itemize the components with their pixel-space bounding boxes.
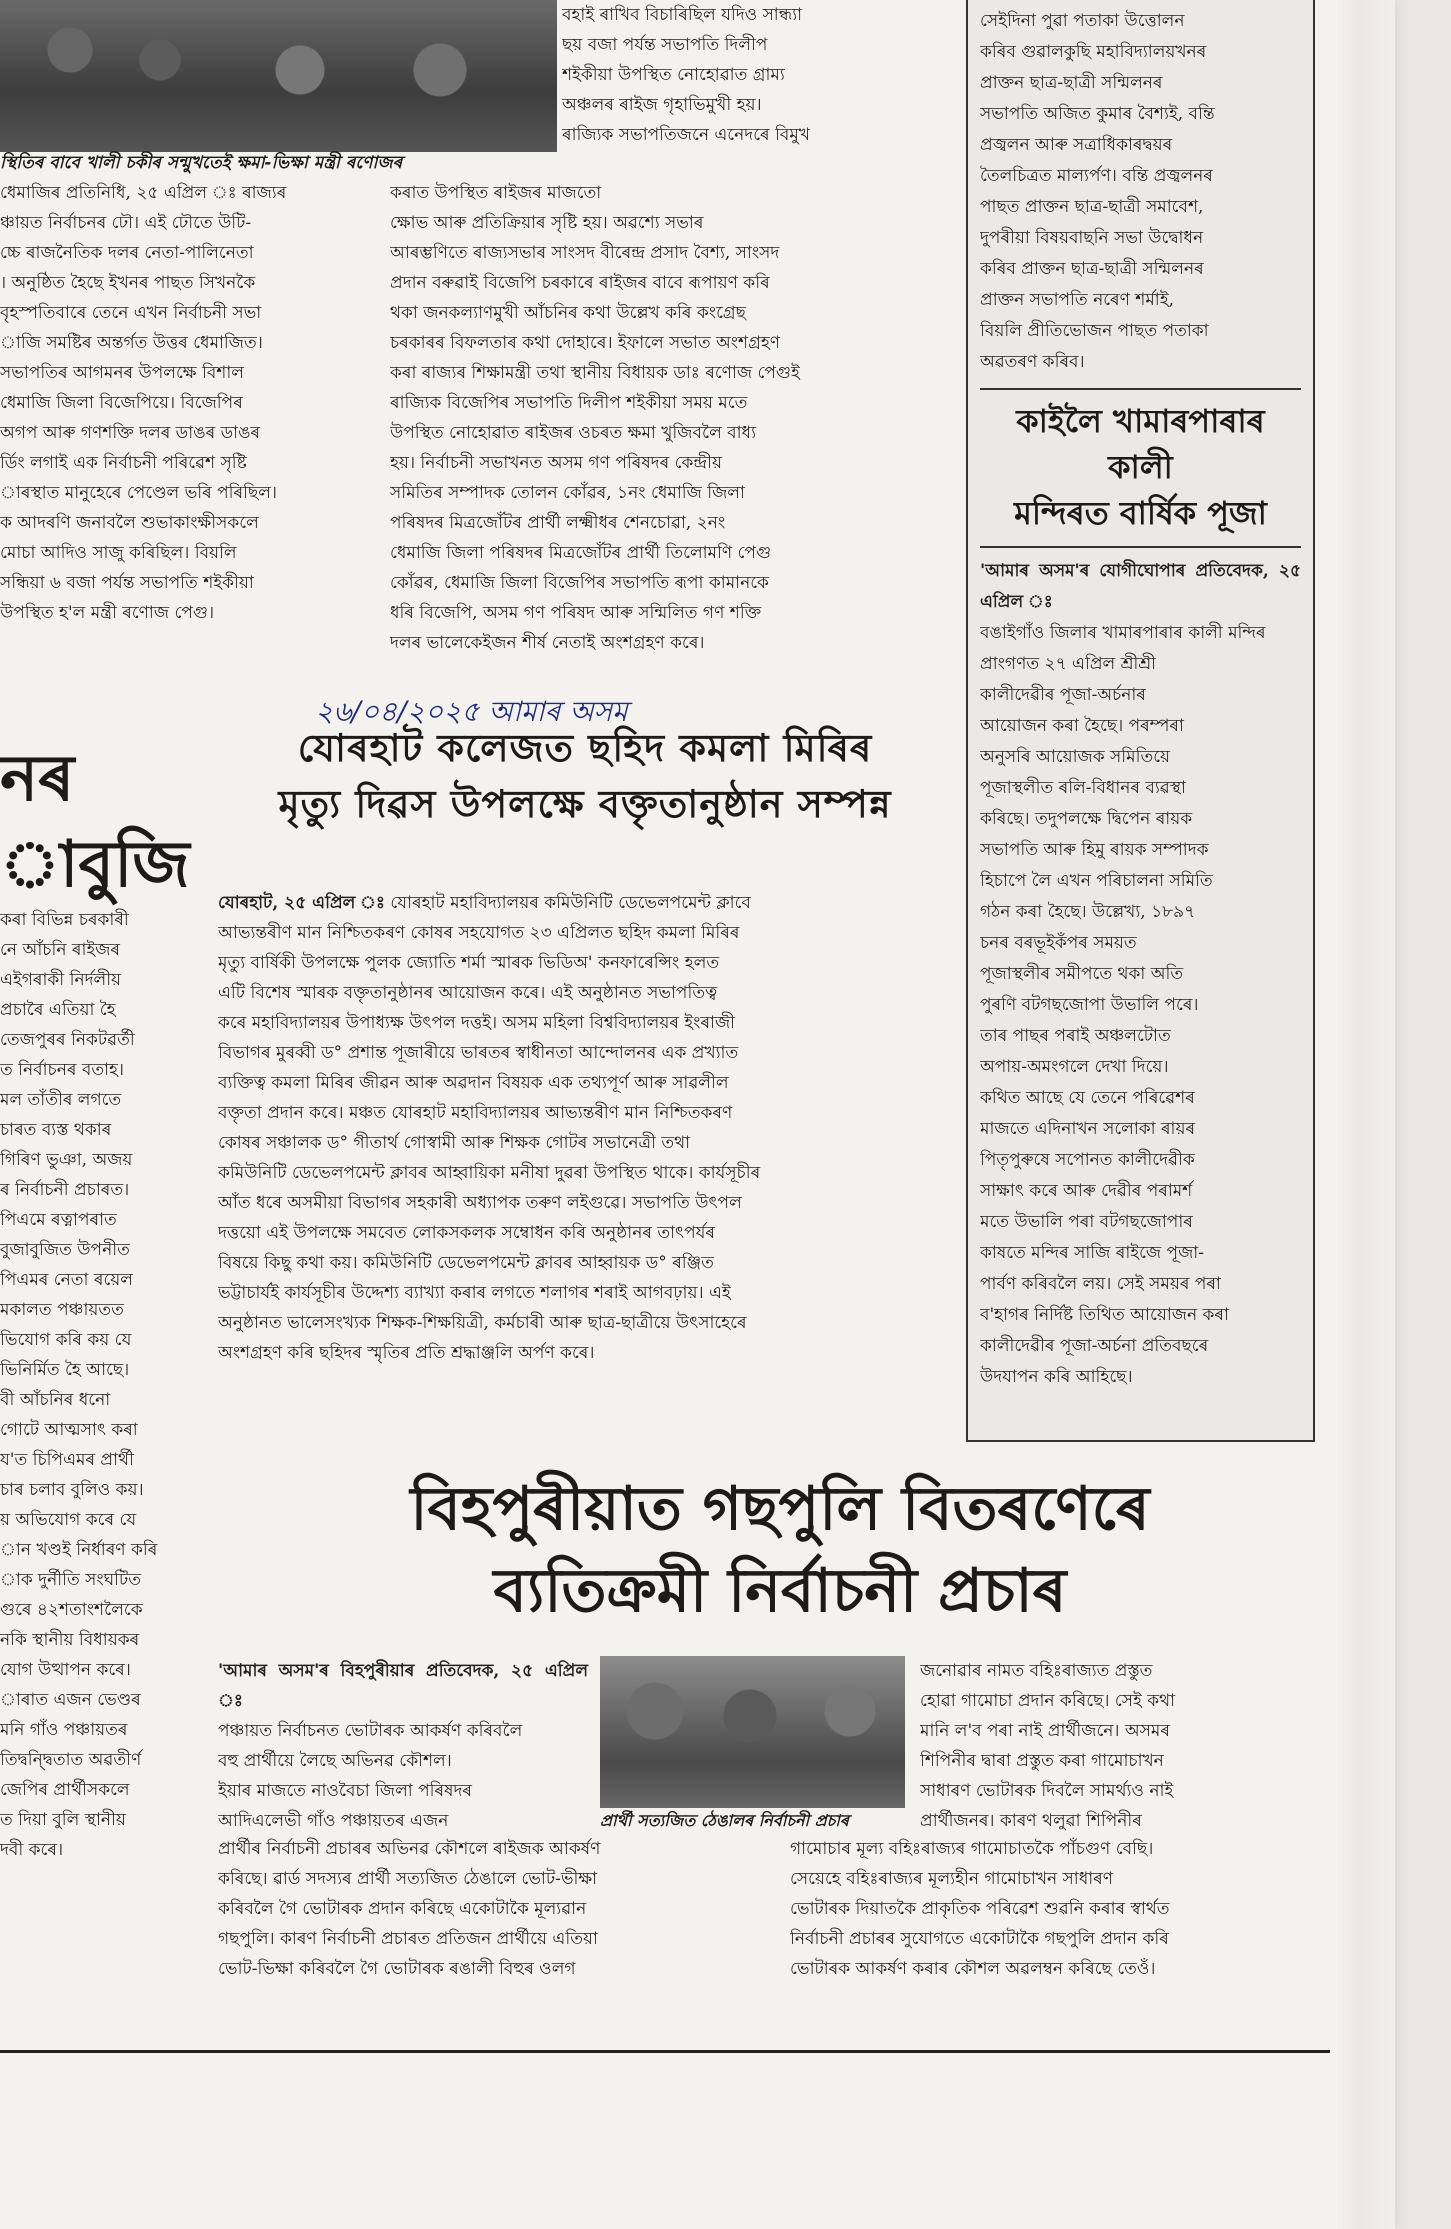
text-line: প্ৰাৰ্থীজনৰ। কাৰণ থলুৱা শিপিনীৰ bbox=[920, 1811, 1142, 1831]
top-article-upper-column bbox=[562, 0, 949, 150]
jorhat-college-article-body bbox=[218, 888, 948, 1368]
text-line: ক্ষোভ আৰু প্ৰতিক্ৰিয়াৰ সৃষ্টি হয়। অৱশ্যে সভাৰ bbox=[390, 213, 704, 233]
kali-lead: 'আমাৰ অসম'ৰ যোগীঘোপাৰ প্ৰতিবেদক, ২৫ এপ্ৰিল ঃ bbox=[980, 561, 1301, 612]
text-line: সাধাৰণ ভোটাৰক দিবলৈ সামৰ্থ্যও নাই bbox=[920, 1781, 1174, 1801]
text-line: বৃহস্পতিবাৰে তেনে এখন নিৰ্বাচনী সভা bbox=[0, 303, 262, 323]
text-line: ধৰি বিজেপি, অসম গণ পৰিষদ আৰু সন্মিলিত গণ শক্তি bbox=[390, 603, 762, 623]
text-line: সভাপতিৰ আগমনৰ উপলক্ষে বিশাল bbox=[0, 363, 244, 383]
article-lines bbox=[218, 918, 948, 1368]
text-line: সভাপতি আৰু হিমু ৰায়ক সম্পাদক bbox=[980, 840, 1209, 860]
text-line: চাৰ চলাব বুলিও কয়। bbox=[0, 1480, 144, 1500]
dateline: যোৰহাট, ২৫ এপ্ৰিল ঃ bbox=[218, 893, 385, 913]
text-line: উদযাপন কৰি আহিছে। bbox=[980, 1367, 1133, 1387]
text-line: কৰিব গুৱালকুছি মহাবিদ্যালয়খনৰ bbox=[980, 42, 1207, 62]
text-line: ভোটাৰক দিয়াতকৈ প্ৰাকৃতিক পৰিৱেশ শুৱনি কৰাৰ স্বাৰ্থত bbox=[790, 1899, 1170, 1919]
bihpuria-headline bbox=[230, 1468, 1330, 1632]
text-line: কৰা বিভিন্ন চৰকাৰী bbox=[0, 910, 129, 930]
text-line: ৰাজ্যিক সভাপতিজনে এনেদৰে বিমুখ bbox=[562, 125, 810, 145]
text-line: বহু প্ৰাৰ্থীয়ে লৈছে অভিনৱ কৌশল। bbox=[218, 1751, 452, 1771]
text-line: কোঁৱৰ, ধেমাজি জিলা বিজেপিৰ সভাপতি ৰূপা কামানকে bbox=[390, 573, 769, 593]
text-line: আৰম্ভণিতে ৰাজ্যসভাৰ সাংসদ বীৰেন্দ্ৰ প্ৰসাদ বৈশ্য, সাংসদ bbox=[390, 243, 780, 263]
text-line: মৃত্যু বাৰ্ষিকী উপলক্ষে পুলক জ্যোতি শৰ্মা স্মাৰক ভিডিঅ' কনফাৰেন্সিং হলত bbox=[218, 953, 720, 973]
text-line: এইগৰাকী নিৰ্দলীয় bbox=[0, 970, 122, 990]
text-line: াৰাত এজন ভেণ্ডৰ bbox=[0, 1690, 141, 1710]
article-line bbox=[218, 888, 948, 918]
text-line: ছয় বজা পৰ্যন্ত সভাপতি দিলীপ bbox=[562, 35, 768, 55]
text-line: ঞ্চায়ত নিৰ্বাচনৰ ঢৌ। এই ঢৌতে উটি- bbox=[0, 213, 252, 233]
text-line: তেজপুৰৰ নিকটৱৰ্তী bbox=[0, 1030, 135, 1050]
bottom-lead: 'আমাৰ অসম'ৰ বিহপুৰীয়াৰ প্ৰতিবেদক, ২৫ এপ্ৰিল ঃ bbox=[218, 1661, 588, 1711]
text-line: পাৰ্বণ কৰিবলৈ লয়। সেই সময়ৰ পৰা bbox=[980, 1274, 1221, 1294]
text-line: ভিযোগ কৰি কয় যে bbox=[0, 1330, 132, 1350]
cropped-headline-line-2: াবুজি bbox=[0, 828, 190, 902]
text-line: এটি বিশেষ স্মাৰক বক্তৃতানুষ্ঠানৰ আয়োজন কৰে। এই অনুষ্ঠানত সভাপতিত্ব bbox=[218, 983, 718, 1003]
text-line: উপস্থিত হ'ল মন্ত্ৰী ৰণোজ পেগু। bbox=[0, 603, 215, 623]
text-line: প্ৰাক্তন ছাত্ৰ-ছাত্ৰী সন্মিলনৰ bbox=[980, 73, 1163, 93]
text-line: চাৰত ব্যস্ত থকাৰ bbox=[0, 1120, 112, 1140]
top-article-right-column bbox=[390, 178, 947, 658]
text-line: মানি ল'ব পৰা নাই প্ৰাৰ্থীজনে। অসমৰ bbox=[920, 1721, 1170, 1741]
cropped-left-column bbox=[0, 905, 200, 1865]
text-line: গোটে আত্মসাৎ কৰা bbox=[0, 1420, 138, 1440]
text-line: কথিত আছে যে তেনে পৰিৱেশৰ bbox=[980, 1088, 1195, 1108]
text-line: ধেমাজি জিলা বিজেপিয়ে। বিজেপিৰ bbox=[0, 393, 243, 413]
text-line: য'ত চিপিএমৰ প্ৰাৰ্থী bbox=[0, 1450, 134, 1470]
text-line: অগপ আৰু গণশক্তি দলৰ ডাঙৰ ডাঙৰ bbox=[0, 423, 261, 443]
text-line: দুপৰীয়া বিষয়বাছনি সভা উদ্বোধন bbox=[980, 228, 1204, 248]
right-column-box bbox=[966, 0, 1315, 1442]
text-line: ৰাজ্যিক বিজেপিৰ সভাপতি দিলীপ শইকীয়া সময় মতে bbox=[390, 393, 748, 413]
text-line: থকা জনকল্যাণমুখী আঁচনিৰ কথা উল্লেখ কৰি কংগ্ৰেছ bbox=[390, 303, 746, 323]
first-line: যোৰহাট মহাবিদ্যালয়ৰ কমিউনিটি ডেভেলপমেন্ট ক্লাবে bbox=[390, 893, 751, 913]
text-line: নকি স্থানীয় বিধায়কৰ bbox=[0, 1630, 140, 1650]
text-line: ত নিৰ্বাচনৰ বতাহ। bbox=[0, 1060, 125, 1080]
text-line: সেইদিনা পুৱা পতাকা উত্তোলন bbox=[980, 11, 1185, 31]
text-line: চৰকাৰৰ বিফলতাৰ কথা দোহাৰে। ইফালে সভাত অংশগ্ৰহণ bbox=[390, 333, 781, 353]
photo-caption-bottom: প্ৰাৰ্থী সত্যজিত ঠেঙালৰ নিৰ্বাচনী প্ৰচাৰ bbox=[600, 1811, 849, 1830]
text-line: প্ৰচাৰৈ এতিয়া হৈ bbox=[0, 1000, 116, 1020]
text-line: শিপিনীৰ দ্বাৰা প্ৰস্তুত কৰা গামোচাখন bbox=[920, 1751, 1164, 1771]
text-line: কমিউনিটি ডেভেলপমেন্ট ক্লাবৰ আহ্বায়িকা মনীষা দুৱৰা উপস্থিত থাকে। কাৰ্যসূচীৰ bbox=[218, 1163, 761, 1183]
divider bbox=[980, 388, 1301, 390]
text-line: সাক্ষাৎ কৰে আৰু দেৱীৰ পৰামৰ্শ bbox=[980, 1181, 1193, 1201]
text-line: ভট্টাচাৰ্যই কাৰ্যসূচীৰ উদ্দেশ্য ব্যাখ্যা কৰাৰ লগতে শলাগৰ শৰাই আগবঢ়ায়। এই bbox=[218, 1283, 731, 1303]
cropped-left-headline bbox=[0, 736, 200, 908]
text-line: সভাপতি অজিত কুমাৰ বৈশ্যই, বন্তি bbox=[980, 104, 1215, 124]
text-line: ধেমাজি জিলা পৰিষদৰ মিত্ৰজোঁটৰ প্ৰাৰ্থী তিলোমণি পেগু bbox=[390, 543, 772, 563]
text-line: চ্চে ৰাজনৈতিক দলৰ নেতা-পালিনেতা bbox=[0, 243, 254, 263]
text-line: ইয়াৰ মাজতে নাওবৈচা জিলা পৰিষদৰ bbox=[218, 1781, 472, 1801]
bottom-col-1-lines bbox=[218, 1716, 588, 1836]
text-line: াক দুৰ্নীতি সংঘটিত bbox=[0, 1570, 142, 1590]
text-line: সন্ধিয়া ৬ বজা পৰ্যন্ত সভাপতি শইকীয়া bbox=[0, 573, 254, 593]
text-line: কৰাত উপস্থিত ৰাইজৰ মাজতো bbox=[390, 183, 602, 203]
headline-line-2: মৃত্যু দিৱস উপলক্ষে বক্তৃতানুষ্ঠান সম্পন্ন bbox=[278, 782, 892, 826]
text-line: হিচাপে লৈ এখন পৰিচালনা সমিতি bbox=[980, 871, 1213, 891]
photo-caption-top: স্থিতিৰ বাবে খালী চকীৰ সন্মুখতেই ক্ষমা-ভিক্ষা মন্ত্ৰী ৰণোজৰ bbox=[0, 153, 403, 173]
text-line: তৈলচিত্ৰত মাল্যৰ্পণ। বন্তি প্ৰজ্বলনৰ bbox=[980, 166, 1213, 186]
bottom-article-col-4 bbox=[790, 1834, 1330, 1984]
text-line: ভোট-ভিক্ষা কৰিবলৈ গৈ ভোটাৰক ৰঙালী বিহুৰ ওলগ bbox=[218, 1959, 576, 1979]
text-line: পিতৃপুৰুষে সপোনত কালীদেৱীক bbox=[980, 1150, 1195, 1170]
bottom-article-col-2 bbox=[218, 1834, 788, 1984]
text-line: অপায়-অমংগলে দেখা দিয়ে। bbox=[980, 1057, 1169, 1077]
text-line: পৰিষদৰ মিত্ৰজোঁটৰ প্ৰাৰ্থী লক্ষ্মীধৰ শেনচোৱা, ২নং bbox=[390, 513, 726, 533]
text-line: আভ্যন্তৰীণ মান নিশ্চিতকৰণ কোষৰ সহযোগত ২৩ এপ্ৰিলত ছহিদ কমলা মিৰিৰ bbox=[218, 923, 740, 943]
text-line: বুজাবুজিত উপনীত bbox=[0, 1240, 130, 1260]
text-line: দলৰ ভালেকেইজন শীৰ্ষ নেতাই অংশগ্ৰহণ কৰে। bbox=[390, 633, 705, 653]
text-line: াৰস্থাত মানুহেৰে পেণ্ডেল ভৰি পৰিছিল। bbox=[0, 483, 277, 503]
text-line: হয়। নিৰ্বাচনী সভাখনত অসম গণ পৰিষদৰ কেন্দ্ৰীয় bbox=[390, 453, 723, 473]
text-line: তাৰ পাছৰ পৰাই অঞ্চলটোত bbox=[980, 1026, 1171, 1046]
text-line: কৰা ৰাজ্যৰ শিক্ষামন্ত্ৰী তথা স্থানীয় বিধায়ক ডাঃ ৰণোজ পেগুই bbox=[390, 363, 800, 383]
text-line: গঠন কৰা হৈছে। উল্লেখ্য, ১৮৯৭ bbox=[980, 902, 1196, 922]
text-line: মতে উভালি পৰা বটগছজোপাৰ bbox=[980, 1212, 1193, 1232]
text-line: অংশগ্ৰহণ কৰি ছহিদৰ স্মৃতিৰ প্ৰতি শ্ৰদ্ধাঞ্জলি অৰ্পণ কৰে। bbox=[218, 1343, 595, 1363]
text-line: পূজাস্থলীৰ সমীপতে থকা অতি bbox=[980, 964, 1184, 984]
text-line: কালীদেৱীৰ পূজা-অৰ্চনা প্ৰতিবছৰে bbox=[980, 1336, 1209, 1356]
top-article-left-column bbox=[0, 178, 380, 628]
text-line: আয়োজন কৰা হৈছে। পৰম্পৰা bbox=[980, 716, 1184, 736]
text-line: প্ৰাক্তন সভাপতি নৰেণ শৰ্মাই, bbox=[980, 290, 1174, 310]
meeting-photo bbox=[0, 0, 557, 152]
text-line: পঞ্চায়ত নিৰ্বাচনত ভোটাৰক আকৰ্ষণ কৰিবলৈ bbox=[218, 1721, 523, 1741]
candidate-photo bbox=[600, 1656, 905, 1808]
divider bbox=[980, 546, 1301, 548]
kali-puja-headline bbox=[980, 398, 1301, 536]
text-line: অঞ্চলৰ ৰাইজ গৃহাভিমুখী হয়। bbox=[562, 95, 762, 115]
text-line: বিয়লি প্ৰীতিভোজন পাছত পতাকা bbox=[980, 321, 1209, 341]
text-line: জেপিৰ প্ৰাৰ্থীসকলে bbox=[0, 1780, 130, 1800]
text-line: যোগ উত্থাপন কৰে। bbox=[0, 1660, 131, 1680]
text-line: ান খণ্ডই নিৰ্ধাৰণ কৰি bbox=[0, 1540, 158, 1560]
text-line: বিষয়ে কিছু কথা কয়। কমিউনিটি ডেভেলপমেন্ট ক্লাবৰ আহ্বায়ক ড° ৰঞ্জিত bbox=[218, 1253, 714, 1273]
text-line: মনি গাঁও পঞ্চায়তৰ bbox=[0, 1720, 128, 1740]
text-line: গিৰিণ ভুঞা, অজয় bbox=[0, 1150, 133, 1170]
text-line: আঁত ধৰে অসমীয়া বিভাগৰ সহকাৰী অধ্যাপক তৰুণ লইগুৱে। সভাপতি উৎপল bbox=[218, 1193, 742, 1213]
text-line: । অনুষ্ঠিত হৈছে ইখনৰ পাছত সিখনকৈ bbox=[0, 273, 256, 293]
headline-line-1: যোৰহাট কলেজত ছহিদ কমলা মিৰিৰ bbox=[297, 726, 873, 770]
text-line: নে আঁচনি ৰাইজৰ bbox=[0, 940, 120, 960]
text-line: গামোচাৰ মূল্য বহিঃৰাজ্যৰ গামোচাতকৈ পাঁচগুণ বেছি। bbox=[790, 1839, 1154, 1859]
text-line: বঙাইগাঁও জিলাৰ খামাৰপাৰাৰ কালী মন্দিৰ bbox=[980, 623, 1266, 643]
text-line: বহাই ৰাখিব বিচাৰিছিল যদিও সান্ধ্যা bbox=[562, 5, 803, 25]
text-line: ব্যক্তিত্ব কমলা মিৰিৰ জীৱন আৰু অৱদান বিষয়ক এক তথ্যপূৰ্ণ আৰু সাৱলীল bbox=[218, 1073, 729, 1093]
text-line: শইকীয়া উপস্থিত নোহোৱাত গ্ৰাম্য bbox=[562, 65, 785, 85]
text-line: পূজাস্থলীত ৰলি-বিধানৰ ব্যৱস্থা bbox=[980, 778, 1186, 798]
page-fold-shadow bbox=[1335, 0, 1395, 2229]
text-line: ক আদৰণি জনাবলৈ শুভাকাংক্ষীসকলে bbox=[0, 513, 259, 533]
kali-headline-line-2: মন্দিৰত বাৰ্ষিক পূজা bbox=[1014, 494, 1267, 532]
text-line: কালীদেৱীৰ পূজা-অৰ্চনাৰ bbox=[980, 685, 1146, 705]
text-line: কোষৰ সঞ্চালক ড° গীতাৰ্থ গোস্বামী আৰু শিক্ষক গোটৰ সভানেত্ৰী তথা bbox=[218, 1133, 691, 1153]
jorhat-college-headline bbox=[210, 720, 960, 832]
bottom-article-col-3 bbox=[920, 1656, 1330, 1836]
text-line: সমিতিৰ সম্পাদক তোলন কোঁৱৰ, ১নং ধেমাজি জিলা bbox=[390, 483, 745, 503]
text-line: কৰিছে। তদুপলক্ষে দ্বিপেন ৰায়ক bbox=[980, 809, 1193, 829]
text-line: দত্তয়ো এই উপলক্ষে সমবেত লোকসকলক সম্বোধন কৰি অনুষ্ঠানৰ তাৎপৰ্যৰ bbox=[218, 1223, 715, 1243]
text-line: কৰে মহাবিদ্যালয়ৰ উপাধ্যক্ষ উৎপল দত্তই। অসম মহিলা বিশ্ববিদ্যালয়ৰ ইংৰাজী bbox=[218, 1013, 736, 1033]
text-line: ধেমাজিৰ প্ৰতিনিধি, ২৫ এপ্ৰিল ঃ ৰাজ্যৰ bbox=[0, 183, 287, 203]
text-line: জনোৱাৰ নামত বহিঃৰাজ্যত প্ৰস্তুত bbox=[920, 1661, 1153, 1681]
kali-article-body bbox=[980, 618, 1301, 1393]
text-line: াজি সমষ্টিৰ অন্তৰ্গত উত্তৰ ধেমাজিত। bbox=[0, 333, 263, 353]
text-line: প্ৰদান বৰুৱাই বিজেপি চৰকাৰে ৰাইজৰ বাবে ৰূপায়ণ কৰি bbox=[390, 273, 770, 293]
text-line: কৰিবলৈ গৈ ভোটাৰক প্ৰদান কৰিছে একোটাকৈ মূল্যৱান bbox=[218, 1899, 587, 1919]
page-bottom-rule bbox=[0, 2050, 1330, 2053]
text-line: সেয়েহে বহিঃৰাজ্যৰ মূল্যহীন গামোচাখন সাধাৰণ bbox=[790, 1869, 1114, 1889]
text-line: ব'হাগৰ নিৰ্দিষ্ট তিথিত আয়োজন কৰা bbox=[980, 1305, 1229, 1325]
text-line: অৱতৰণ কৰিব। bbox=[980, 352, 1085, 372]
text-line: অনুসৰি আয়োজক সমিতিয়ে bbox=[980, 747, 1171, 767]
text-line: মকালত পঞ্চায়তত bbox=[0, 1300, 124, 1320]
text-line: নিৰ্বাচনী প্ৰচাৰৰ সুযোগতে একোটাকৈ গছপুলি প্ৰদান কৰি bbox=[790, 1929, 1169, 1949]
text-line: ৰ নিৰ্বাচনী প্ৰচাৰত। bbox=[0, 1180, 130, 1200]
kali-headline-line-1: কাইলৈ খামাৰপাৰাৰ কালী bbox=[1016, 402, 1265, 486]
text-line: উপস্থিত নোহোৱাত ৰাইজৰ ওচৰত ক্ষমা খুজিবলৈ বাধ্য bbox=[390, 423, 757, 443]
text-line: পিএমৰ নেতা ৰয়েল bbox=[0, 1270, 133, 1290]
bottom-headline-line-1: বিহপুৰীয়াত গছপুলি বিতৰণেৰে bbox=[410, 1474, 1150, 1544]
handwritten-date-stamp: ২৬/০৪/২০২৫ আমাৰ অসম bbox=[315, 695, 628, 728]
text-line: কৰিব প্ৰাক্তন ছাত্ৰ-ছাত্ৰী সন্মিলনৰ bbox=[980, 259, 1204, 279]
text-line: কাষতে মন্দিৰ সাজি ৰাইজে পূজা- bbox=[980, 1243, 1204, 1263]
text-line: প্ৰাংগণত ২৭ এপ্ৰিল শ্ৰীশ্ৰী bbox=[980, 654, 1156, 674]
text-line: ৰ্ডিং লগাই এক নিৰ্বাচনী পৰিৱেশ সৃষ্টি bbox=[0, 453, 247, 473]
right-column-continuation bbox=[980, 6, 1301, 378]
text-line: আদিএলেভী গাঁও পঞ্চায়তৰ এজন bbox=[218, 1811, 449, 1831]
text-line: পিএমে ৰত্নাপৰাত bbox=[0, 1210, 117, 1230]
text-line: প্ৰাৰ্থীৰ নিৰ্বাচনী প্ৰচাৰৰ অভিনৱ কৌশলে ৰাইজক আকৰ্ষণ bbox=[218, 1839, 601, 1859]
text-line: ভিনিৰ্মিত হৈ আছে। bbox=[0, 1360, 130, 1380]
text-line: মল তাঁতীৰ লগতে bbox=[0, 1090, 122, 1110]
text-line: তিদ্বন্দ্বিতাত অৱতীৰ্ণ bbox=[0, 1750, 142, 1770]
text-line: পুৰণি বটগছজোপা উভালি পৰে। bbox=[980, 995, 1199, 1015]
text-line: বক্তৃতা প্ৰদান কৰে। মঞ্চত যোৰহাট মহাবিদ্যালয়ৰ আভ্যন্তৰীণ মান নিশ্চিতকৰণ bbox=[218, 1103, 733, 1123]
text-line: বী আঁচনিৰ ধনো bbox=[0, 1390, 111, 1410]
bottom-article-col-1 bbox=[218, 1656, 588, 1836]
text-line: ত দিয়া বুলি স্থানীয় bbox=[0, 1810, 126, 1830]
cropped-headline-line-1: নৰ bbox=[0, 742, 75, 816]
text-line: হোৱা গামোচা প্ৰদান কৰিছে। সেই কথা bbox=[920, 1691, 1176, 1711]
text-line: প্ৰজ্বলন আৰু সত্ৰাধিকাৰদ্বয়ৰ bbox=[980, 135, 1173, 155]
text-line: য় অভিযোগ কৰে যে bbox=[0, 1510, 137, 1530]
text-line: চনৰ বৰভূইকঁপৰ সময়ত bbox=[980, 933, 1137, 953]
text-line: মোচা আদিও সাজু কৰিছিল। বিয়লি bbox=[0, 543, 237, 563]
text-line: মাজতে এদিনাখন সলোকা ৰায়ৰ bbox=[980, 1119, 1196, 1139]
text-line: পাছত প্ৰাক্তন ছাত্ৰ-ছাত্ৰী সমাবেশ, bbox=[980, 197, 1204, 217]
bottom-headline-line-2: ব্যতিক্ৰমী নিৰ্বাচনী প্ৰচাৰ bbox=[493, 1556, 1067, 1626]
text-line: দবী কৰে। bbox=[0, 1840, 64, 1860]
text-line: গুৰে ৪২শতাংশলৈকে bbox=[0, 1600, 143, 1620]
text-line: গছপুলি। কাৰণ নিৰ্বাচনী প্ৰচাৰত প্ৰতিজন প্ৰাৰ্থীয়ে এতিয়া bbox=[218, 1929, 598, 1949]
text-line: বিভাগৰ মুৰব্বী ড° প্ৰশান্ত পূজাৰীয়ে ভাৰতৰ স্বাধীনতা আন্দোলনৰ এক প্ৰখ্যাত bbox=[218, 1043, 739, 1063]
text-line: কৰিছে। ৱাৰ্ড সদস্যৰ প্ৰাৰ্থী সত্যজিত ঠেঙালে ভোট-ভীক্ষা bbox=[218, 1869, 598, 1889]
text-line: অনুষ্ঠানত ভালেসংখ্যক শিক্ষক-শিক্ষয়িত্ৰী, কৰ্মচাৰী আৰু ছাত্ৰ-ছাত্ৰীয়ে উৎসাহেৰে bbox=[218, 1313, 747, 1333]
text-line: ভোটাৰক আকৰ্ষণ কৰাৰ কৌশল অৱলম্বন কৰিছে তেওঁ। bbox=[790, 1959, 1156, 1979]
